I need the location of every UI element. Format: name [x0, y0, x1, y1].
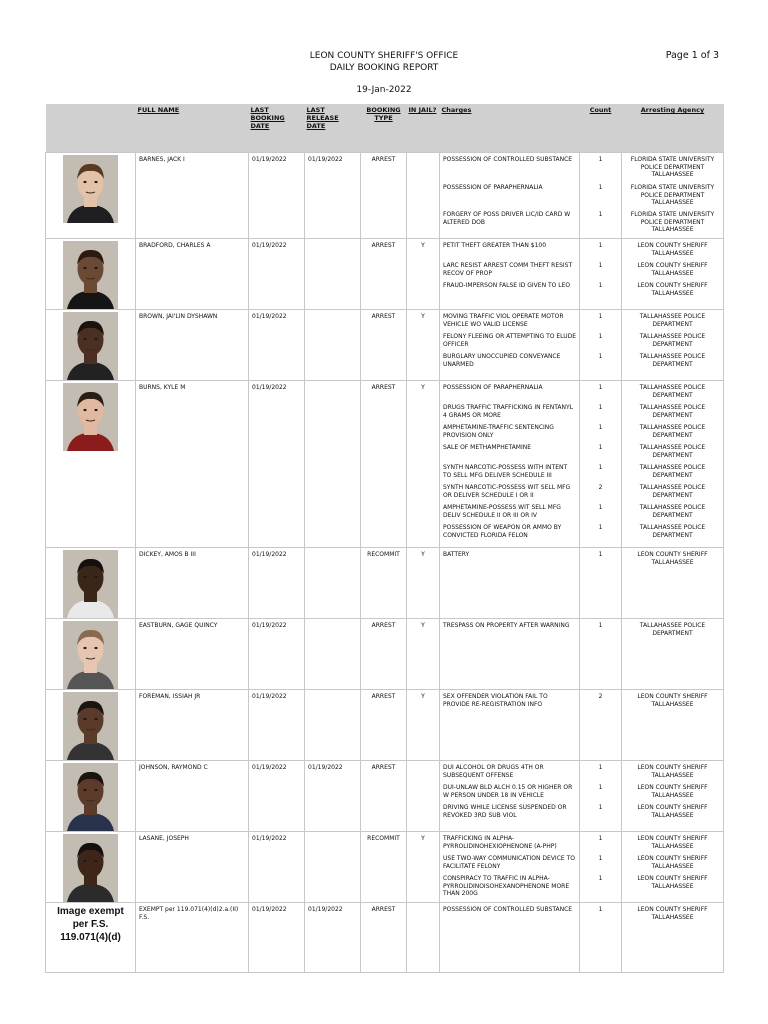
arresting-agency: TALLAHASSEE POLICE DEPARTMENT [639, 353, 706, 368]
photo-cell [46, 239, 136, 310]
full-name-cell: LASANE, JOSEPH [136, 832, 249, 903]
charge-text: DRUGS TRAFFIC TRAFFICKING IN FENTANYL 4 GRAMS OR MORE [443, 404, 574, 419]
agency-cell [622, 761, 724, 832]
booking-date-cell: 01/19/2022 [249, 619, 305, 690]
mugshot-photo [63, 621, 118, 689]
full-name-cell: BRADFORD, CHARLES A [136, 239, 249, 310]
col-in-jail: IN JAIL? [407, 104, 440, 153]
page-indicator: Page 1 of 3 [665, 50, 719, 61]
charge-count: 1 [598, 262, 603, 269]
release-date-cell [305, 832, 361, 903]
release-date-cell: 01/19/2022 [305, 153, 361, 239]
table-row [46, 903, 724, 973]
in-jail-cell [407, 903, 440, 973]
mugshot-photo [63, 241, 118, 309]
charge-count: 1 [598, 404, 603, 411]
in-jail-cell: Y [407, 381, 440, 548]
charge-text: TRAFFICKING IN ALPHA-PYRROLIDINOHEXIOPHENONE (A-PHP) [443, 835, 557, 850]
charges-cell [440, 153, 580, 239]
charge-count: 1 [598, 424, 603, 431]
charges-cell [440, 239, 580, 310]
agency-cell [622, 153, 724, 239]
count-cell [580, 832, 622, 903]
mugshot-photo [63, 550, 118, 618]
eye-left [83, 647, 86, 649]
eye-right [94, 718, 97, 720]
charge-count: 1 [598, 524, 603, 531]
charge-text: POSSESSION OF PARAPHERNALIA [443, 184, 543, 191]
arresting-agency: TALLAHASSEE POLICE DEPARTMENT [639, 524, 706, 539]
count-cell [580, 761, 622, 832]
arresting-agency: TALLAHASSEE POLICE DEPARTMENT [639, 464, 706, 479]
full-name-cell: JOHNSON, RAYMOND C [136, 761, 249, 832]
charge-text: LARC RESIST ARREST COMM THEFT RESIST RECOV OF PROP [443, 262, 573, 277]
release-date-cell [305, 619, 361, 690]
arresting-agency: TALLAHASSEE POLICE DEPARTMENT [639, 424, 706, 439]
charges-cell [440, 761, 580, 832]
agency-cell [622, 548, 724, 619]
arresting-agency: LEON COUNTY SHERIFF TALLAHASSEE [637, 242, 708, 257]
charge-count: 1 [598, 764, 603, 771]
full-name-cell: EASTBURN, GAGE QUINCY [136, 619, 249, 690]
count-cell [580, 239, 622, 310]
photo-cell [46, 548, 136, 619]
arresting-agency: LEON COUNTY SHERIFF TALLAHASSEE [637, 551, 708, 566]
charge-text: CONSPIRACY TO TRAFFIC IN ALPHA-PYRROLIDINOISOHEXANOPHENONE MORE THAN 200G [443, 875, 570, 897]
photo-cell [46, 761, 136, 832]
booking-date-cell: 01/19/2022 [249, 761, 305, 832]
photo-cell [46, 832, 136, 903]
charges-cell [440, 903, 580, 973]
mugshot-photo [63, 763, 118, 831]
mugshot-photo [63, 383, 118, 451]
booking-date-cell: 01/19/2022 [249, 690, 305, 761]
table-row [46, 153, 724, 239]
agency-cell [622, 381, 724, 548]
table-row [46, 832, 724, 903]
full-name-cell: EXEMPT per 119.071(4)(d)2.a.(II) F.S. [136, 903, 249, 973]
agency-cell [622, 619, 724, 690]
charge-text: SYNTH NARCOTIC-POSSESS WIT SELL MFG OR DELIVER SCHEDULE I OR II [443, 484, 571, 499]
full-name-cell: BARNES, JACK I [136, 153, 249, 239]
booking-type-cell: RECOMMIT [361, 548, 407, 619]
eye-right [94, 789, 97, 791]
booking-date-cell: 01/19/2022 [249, 239, 305, 310]
charge-text: MOVING TRAFFIC VIOL OPERATE MOTOR VEHICLE WO VALID LICENSE [443, 313, 564, 328]
charge-text: POSSESSION OF CONTROLLED SUBSTANCE [443, 906, 573, 913]
arresting-agency: LEON COUNTY SHERIFF TALLAHASSEE [637, 875, 708, 890]
photo-cell [46, 903, 136, 973]
release-date-cell [305, 690, 361, 761]
arresting-agency: TALLAHASSEE POLICE DEPARTMENT [639, 313, 706, 328]
arresting-agency: TALLAHASSEE POLICE DEPARTMENT [639, 484, 706, 499]
charge-text: AMPHETAMINE-POSSESS WIT SELL MFG DELIV SCHEDULE II OR III OR IV [443, 504, 561, 519]
charge-count: 1 [598, 804, 603, 811]
charge-count: 1 [598, 622, 603, 629]
arresting-agency: FLORIDA STATE UNIVERSITY POLICE DEPARTMENT TALLAHASSEE [630, 156, 715, 178]
charge-text: FRAUD-IMPERSON FALSE ID GIVEN TO LEO [443, 282, 571, 289]
photo-cell [46, 153, 136, 239]
eye-right [94, 181, 97, 183]
arresting-agency: LEON COUNTY SHERIFF TALLAHASSEE [637, 804, 708, 819]
charge-count: 1 [598, 282, 603, 289]
arresting-agency: TALLAHASSEE POLICE DEPARTMENT [639, 622, 706, 637]
booking-date-cell: 01/19/2022 [249, 832, 305, 903]
photo-cell [46, 619, 136, 690]
count-cell [580, 690, 622, 761]
charge-count: 1 [598, 333, 603, 340]
charges-cell [440, 832, 580, 903]
booking-date-cell: 01/19/2022 [249, 310, 305, 381]
charge-text: DRIVING WHILE LICENSE SUSPENDED OR REVOKED 3RD SUB VIOL [443, 804, 567, 819]
booking-type-cell: ARREST [361, 619, 407, 690]
table-row [46, 310, 724, 381]
arresting-agency: LEON COUNTY SHERIFF TALLAHASSEE [637, 855, 708, 870]
eye-left [83, 860, 86, 862]
eye-left [83, 181, 86, 183]
booking-date-cell: 01/19/2022 [249, 381, 305, 548]
charge-count: 1 [598, 875, 603, 882]
col-full-name: FULL NAME [136, 104, 249, 153]
charge-count: 1 [598, 504, 603, 511]
eye-left [83, 576, 86, 578]
booking-type-cell: ARREST [361, 153, 407, 239]
charge-text: SYNTH NARCOTIC-POSSESS WITH INTENT TO SELL MFG DELIVER SCHEDULE III [443, 464, 568, 479]
eye-right [94, 860, 97, 862]
release-date-cell: 01/19/2022 [305, 903, 361, 973]
arresting-agency: LEON COUNTY SHERIFF TALLAHASSEE [637, 784, 708, 799]
eye-right [94, 267, 97, 269]
charge-count: 1 [598, 353, 603, 360]
charge-count: 2 [598, 693, 603, 700]
charge-text: USE TWO-WAY COMMUNICATION DEVICE TO FACILITATE FELONY [443, 855, 575, 870]
in-jail-cell [407, 153, 440, 239]
booking-table [45, 104, 724, 973]
in-jail-cell: Y [407, 832, 440, 903]
booking-type-cell: ARREST [361, 903, 407, 973]
release-date-cell [305, 548, 361, 619]
charge-count: 1 [598, 444, 603, 451]
agency-cell [622, 832, 724, 903]
charge-count: 1 [598, 313, 603, 320]
arresting-agency: TALLAHASSEE POLICE DEPARTMENT [639, 504, 706, 519]
charge-text: PETIT THEFT GREATER THAN $100 [443, 242, 547, 249]
booking-type-cell: ARREST [361, 381, 407, 548]
agency-cell [622, 310, 724, 381]
charge-text: DUI-UNLAW BLD ALCH 0.15 OR HIGHER OR W PERSON UNDER 18 IN VEHICLE [443, 784, 573, 799]
in-jail-cell: Y [407, 690, 440, 761]
booking-type-cell: RECOMMIT [361, 832, 407, 903]
charges-cell [440, 310, 580, 381]
eye-right [94, 338, 97, 340]
arresting-agency: LEON COUNTY SHERIFF TALLAHASSEE [637, 262, 708, 277]
arresting-agency: TALLAHASSEE POLICE DEPARTMENT [639, 384, 706, 399]
release-date-cell [305, 310, 361, 381]
full-name-cell: BROWN, JAI'LIN DYSHAWN [136, 310, 249, 381]
charge-text: TRESPASS ON PROPERTY AFTER WARNING [443, 622, 570, 629]
report-date: 19-Jan-2022 [356, 85, 412, 95]
table-row [46, 548, 724, 619]
count-cell [580, 619, 622, 690]
charge-count: 2 [598, 484, 603, 491]
release-date-cell [305, 239, 361, 310]
charge-text: SEX OFFENDER VIOLATION FAIL TO PROVIDE RE-REGISTRATION INFO [443, 693, 548, 708]
count-cell [580, 381, 622, 548]
booking-date-cell: 01/19/2022 [249, 903, 305, 973]
charges-cell [440, 619, 580, 690]
photo-cell [46, 381, 136, 548]
charge-text: SALE OF METHAMPHETAMINE [443, 444, 532, 451]
arresting-agency: LEON COUNTY SHERIFF TALLAHASSEE [637, 835, 708, 850]
in-jail-cell: Y [407, 239, 440, 310]
booking-type-cell: ARREST [361, 761, 407, 832]
agency-cell [622, 690, 724, 761]
table-header-row [46, 104, 724, 153]
charges-cell [440, 381, 580, 548]
col-agency: Arresting Agency [622, 104, 724, 153]
eye-right [94, 576, 97, 578]
in-jail-cell [407, 761, 440, 832]
charge-count: 1 [598, 211, 603, 218]
image-exempt-note: Image exempt per F.S. 119.071(4)(d) [57, 906, 124, 943]
agency-cell [622, 903, 724, 973]
booking-type-cell: ARREST [361, 690, 407, 761]
mugshot-photo [63, 834, 118, 902]
in-jail-cell: Y [407, 310, 440, 381]
arresting-agency: TALLAHASSEE POLICE DEPARTMENT [639, 333, 706, 348]
photo-header [46, 104, 136, 153]
agency-cell [622, 239, 724, 310]
col-count: Count [580, 104, 622, 153]
col-booking-type: BOOKING TYPE [361, 104, 407, 153]
eye-left [83, 267, 86, 269]
mugshot-photo [63, 312, 118, 380]
charge-count: 1 [598, 156, 603, 163]
arresting-agency: TALLAHASSEE POLICE DEPARTMENT [639, 404, 706, 419]
arresting-agency: FLORIDA STATE UNIVERSITY POLICE DEPARTMENT TALLAHASSEE [630, 211, 715, 233]
charge-text: FORGERY OF POSS DRIVER LIC/ID CARD W ALTERED DOB [443, 211, 571, 226]
charge-text: DUI ALCOHOL OR DRUGS 4TH OR SUBSEQUENT OFFENSE [443, 764, 544, 779]
charges-cell [440, 548, 580, 619]
arresting-agency: LEON COUNTY SHERIFF TALLAHASSEE [637, 764, 708, 779]
charge-text: BURGLARY UNOCCUPIED CONVEYANCE UNARMED [443, 353, 561, 368]
in-jail-cell: Y [407, 619, 440, 690]
charge-count: 1 [598, 184, 603, 191]
charge-count: 1 [598, 384, 603, 391]
count-cell [580, 548, 622, 619]
table-row [46, 690, 724, 761]
arresting-agency: LEON COUNTY SHERIFF TALLAHASSEE [637, 693, 708, 708]
charge-text: POSSESSION OF WEAPON OR AMMO BY CONVICTED FLORIDA FELON [443, 524, 562, 539]
count-cell [580, 153, 622, 239]
col-charges: Charges [440, 104, 580, 153]
office-name: LEON COUNTY SHERIFF'S OFFICE [309, 51, 459, 61]
table-row [46, 381, 724, 548]
charge-count: 1 [598, 242, 603, 249]
full-name-cell: FOREMAN, ISSIAH JR [136, 690, 249, 761]
eye-right [94, 409, 97, 411]
eye-right [94, 647, 97, 649]
charge-text: FELONY FLEEING OR ATTEMPTING TO ELUDE OFFICER [443, 333, 577, 348]
charges-cell [440, 690, 580, 761]
count-cell [580, 903, 622, 973]
mugshot-photo [63, 155, 118, 223]
full-name-cell: DICKEY, AMOS B III [136, 548, 249, 619]
arresting-agency: TALLAHASSEE POLICE DEPARTMENT [639, 444, 706, 459]
booking-date-cell: 01/19/2022 [249, 153, 305, 239]
arresting-agency: FLORIDA STATE UNIVERSITY POLICE DEPARTMENT TALLAHASSEE [630, 184, 715, 206]
report-title: DAILY BOOKING REPORT [329, 63, 439, 73]
count-cell [580, 310, 622, 381]
arresting-agency: LEON COUNTY SHERIFF TALLAHASSEE [637, 282, 708, 297]
photo-cell [46, 690, 136, 761]
eye-left [83, 338, 86, 340]
charge-count: 1 [598, 784, 603, 791]
charge-text: POSSESSION OF PARAPHERNALIA [443, 384, 543, 391]
charge-text: AMPHETAMINE-TRAFFIC SENTENCING PROVISION ONLY [443, 424, 554, 439]
charge-text: BATTERY [443, 551, 470, 558]
eye-left [83, 718, 86, 720]
col-release-date: LAST RELEASE DATE [305, 104, 361, 153]
charge-text: POSSESSION OF CONTROLLED SUBSTANCE [443, 156, 573, 163]
booking-type-cell: ARREST [361, 239, 407, 310]
eye-left [83, 789, 86, 791]
mugshot-photo [63, 692, 118, 760]
release-date-cell [305, 381, 361, 548]
in-jail-cell: Y [407, 548, 440, 619]
charge-count: 1 [598, 464, 603, 471]
col-booking-date: LAST BOOKING DATE [249, 104, 305, 153]
charge-count: 1 [598, 855, 603, 862]
photo-cell [46, 310, 136, 381]
charge-count: 1 [598, 906, 603, 913]
charge-count: 1 [598, 835, 603, 842]
arresting-agency: LEON COUNTY SHERIFF TALLAHASSEE [637, 906, 708, 921]
table-row [46, 619, 724, 690]
release-date-cell: 01/19/2022 [305, 761, 361, 832]
table-row [46, 761, 724, 832]
eye-left [83, 409, 86, 411]
full-name-cell: BURNS, KYLE M [136, 381, 249, 548]
booking-type-cell: ARREST [361, 310, 407, 381]
booking-date-cell: 01/19/2022 [249, 548, 305, 619]
charge-count: 1 [598, 551, 603, 558]
table-row [46, 239, 724, 310]
